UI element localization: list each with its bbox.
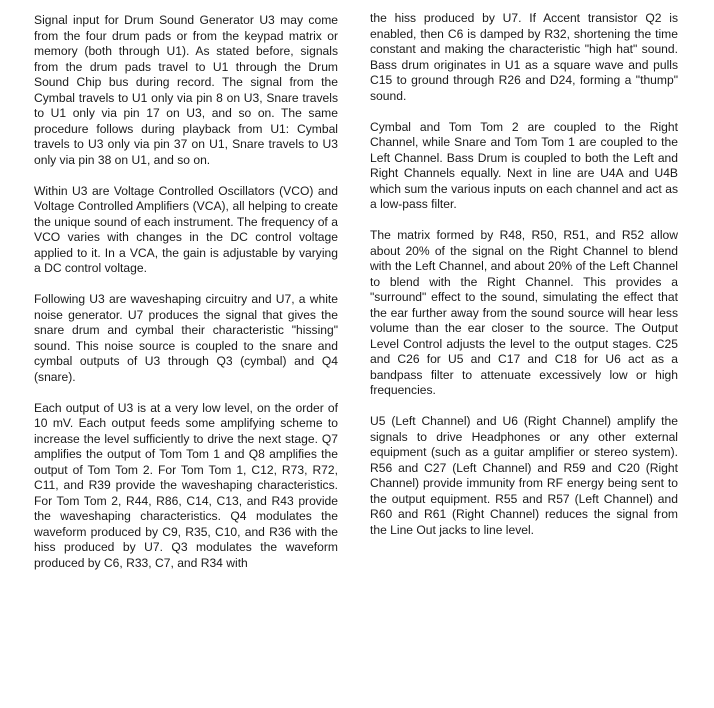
paragraph-hiss-continued: the hiss produced by U7. If Accent transistor Q2 is enabled, then C6 is damped by R32, shortening the time constant and making the characteristic "high hat" sound. Bass drum originates in U1 as a square wave and pulls C15 to ground through R26 and D24, forming a "thump" sound. <box>370 11 678 103</box>
paragraph-matrix-surround: The matrix formed by R48, R50, R51, and R52 allow about 20% of the signal on the Right Channel to blend with the Left Channel, and about 20% of the Left Channel to blend with the Right Channel. This provides a "surround" effect to the sound, simulating the effect that the ear further away from the sound source will hear less volume than the ear closer to the source. The Output Level Control adjusts the level to the output stages. C25 and C26 for U5 and C17 and C18 for U6 act as a bandpass filter to attenuate excessively low or high frequencies. <box>370 228 678 397</box>
paragraph-signal-input: Signal input for Drum Sound Generator U3 may come from the four drum pads or from the keypad matrix or memory (both through U1). As stated before, signals from the drum pads travel to U1 through the Drum Sound Chip bus during record. The signal from the Cymbal travels to U1 only via pin 8 on U3, Snare travels to U1 only via pin 17 on U3, and so on. The same procedure follows during playback from U1: Cymbal travels to U3 only via pin 37 on U1, Snare travels to U3 only via pin 38 on U1, and so on. <box>34 13 338 167</box>
paragraph-output-amplifiers: U5 (Left Channel) and U6 (Right Channel) amplify the signals to drive Headphones or any other external equipment (such as a guitar amplifier or stereo system). R56 and C27 (Left Channel) and R59 and C20 (Right Channel) provide immunity from RF energy being sent to the output equipment. R55 and R57 (Left Channel) and R60 and R61 (Right Channel) reduces the signal from the Line Out jacks to line level. <box>370 414 678 537</box>
paragraph-waveshaping: Following U3 are waveshaping circuitry and U7, a white noise generator. U7 produces the signal that gives the snare drum and cymbal their characteristic "hissing" sound. This noise source is coupled to the snare and cymbal outputs of U3 through Q3 (cymbal) and Q4 (snare). <box>34 292 338 384</box>
paragraph-vco-vca: Within U3 are Voltage Controlled Oscillators (VCO) and Voltage Controlled Amplifiers (VCA), all helping to create the unique sound of each instrument. The frequency of a VCO varies with changes in the DC control voltage applied to it. In a VCA, the gain is adjustable by varying a DC control voltage. <box>34 183 338 275</box>
right-column <box>370 11 678 554</box>
paragraph-channel-coupling: Cymbal and Tom Tom 2 are coupled to the Right Channel, while Snare and Tom Tom 1 are coupled to the Left Channel. Bass Drum is coupled to both the Left and Right Channels equally. Next in line are U4A and U4B which sum the various inputs on each channel and act as a low-pass filter. <box>370 119 678 211</box>
paragraph-output-levels: Each output of U3 is at a very low level, on the order of 10 mV. Each output feeds some amplifying scheme to increase the level sufficiently to drive the next stage. Q7 amplifies the output of Tom Tom 1 and Q8 amplifies the output of Tom Tom 2. For Tom Tom 1, C12, R73, R72, C11, and R39 provide the waveshaping characteristics. For Tom Tom 2, R44, R86, C14, C13, and R43 provide the waveshaping characteristics. Q4 modulates the waveform produced by C9, R35, C10, and R36 with the hiss produced by U7. Q3 modulates the waveform produced by C6, R33, C7, and R34 with <box>34 400 338 570</box>
left-column <box>34 13 338 587</box>
